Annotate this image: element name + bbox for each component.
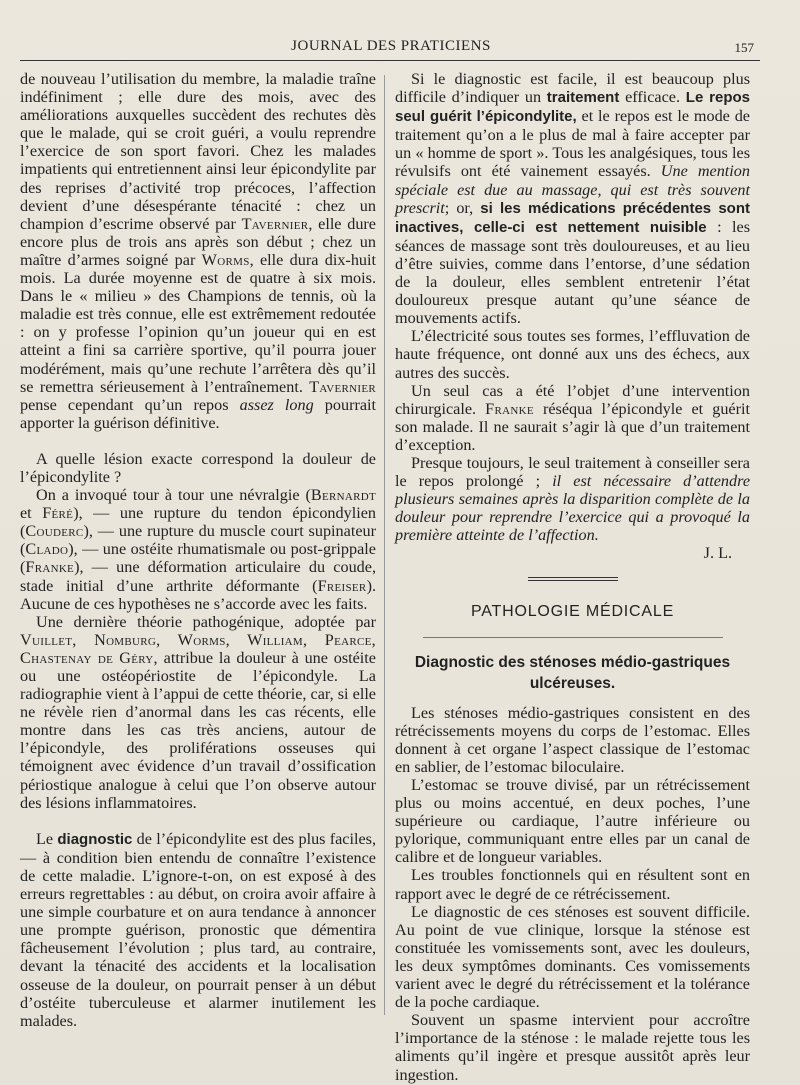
text: , elle dura dix-huit mois. La durée moyenne est de quatre à six mois. Dans le « milieu » des Champions de tennis, où la maladie est très connue, elle est extrêmement redoutée : on y professe l’opinion qu’un joueur qui en est atteint a fini sa carrière sportive, qu’il pourra jouer modérément, mais qu’une rechute l’arrêtera dès qu’il se remettra sérieusement à l’entraînement. [20, 250, 377, 396]
text: , elle dure encore plus de trois ans après son début ; chez un maître d’armes soigné par [20, 214, 376, 269]
text: On a invoqué tour à tour une névralgie ( [36, 486, 311, 505]
paragraph [20, 613, 376, 812]
text: pourrait apporter la guérison définitive. [20, 395, 377, 432]
author-name: Clado [25, 540, 69, 559]
author-name: Bernardt [310, 486, 376, 505]
text: Presque toujours, le seul traitement à conseiller sera le repos prolongé ; [395, 453, 750, 491]
author-name: Tavernier [309, 377, 376, 396]
author-name: Couderc [25, 522, 84, 541]
author-names: Vuillet, Nomburg, Worms, William, Pearce, Chastenay de Géry, [20, 630, 376, 667]
text: : les séances de massage sont très douloureuses, et au lieu d’être suivies, comme dans l’entorse, d’une sédation de la douleur, elles semblent entretenir l’état douloureux presque autant qu’une séance de mouvements actifs. [395, 217, 751, 328]
text: attribue la douleur à une ostéite ou une ostéopériostite de l’épicondyle. La radiographie vient à l’appui de cette théorie, car, si elle ne révèle rien d’anormal dans les cas récents, elle montre dans les cas très anciens, autour de l’épicondyle, des proliférations osseuses qui témoignent avec évidence d’un travail d’ossification périostique analogue à celui que l’on observe autour des lésions inflammatoires. [20, 648, 376, 812]
text: Le [36, 829, 54, 848]
text: ), — une rupture du muscle court supinateur ( [20, 522, 376, 559]
italic-text: assez long [239, 395, 314, 414]
paragraph [20, 486, 376, 613]
paragraph: A quelle lésion exacte correspond la douleur de l’épicondylite ? [20, 449, 376, 486]
page-number: 157 [734, 40, 754, 55]
paragraph [395, 454, 750, 544]
paragraph [20, 70, 376, 432]
paragraph: Le diagnostic de ces sténoses est souvent difficile. Au point de vue clinique, lorsque la sténose est constituée les vomissements sont, avec les douleurs, les deux symptômes dominants. Ces vomissements varient avec le degré du rétrécissement et la tolérance de la poche cardiaque. [395, 902, 750, 1012]
paragraph [395, 70, 750, 327]
spacer [20, 812, 376, 830]
column-divider [384, 75, 385, 1015]
signature: J. L. [703, 544, 732, 563]
author-name: Worms [201, 250, 250, 269]
section-heading: PATHOLOGIE MÉDICALE [470, 602, 675, 620]
article-title: Diagnostic des sténoses médio-gastriques ulcéreuses. [414, 653, 731, 692]
heading-rule [423, 637, 723, 638]
header-rule [20, 60, 760, 61]
page-header [22, 34, 760, 60]
text: Si le diagnostic est facile, il est beaucoup plus difficile d’indiquer un [395, 70, 750, 107]
bold-term: si les médications précédentes sont inactives, celle-ci est nettement nuisible [395, 199, 750, 236]
text: et [20, 504, 32, 523]
paragraph: L’estomac se trouve divisé, par un rétrécissement plus ou moins accentué, en deux poches, l’une supérieure ou cardiaque, l’autre inférieure ou pylorique, communiquant entre elles par un canal de calibre et de longueur variables. [395, 776, 750, 867]
text: ), — une rupture du tendon épicondylien ( [20, 504, 376, 541]
author-name: Franke [485, 399, 534, 418]
text: ), — une déformation articulaire du coude, stade initial d’une arthrite déformante ( [20, 558, 376, 595]
paragraph: Les sténoses médio-gastriques consistent en des rétrécissements moyens du corps de l’estomac. Elles donnent à cet organe l’aspect classique de l’estomac en sablier, de l’estomac biloculaire. [395, 703, 750, 776]
bold-term: Le repos seul guérit l’épicondylite, [395, 89, 751, 126]
journal-title: JOURNAL DES PRATICIENS [291, 38, 491, 54]
left-column [20, 70, 376, 1030]
bold-term: traitement [546, 89, 620, 107]
paragraph: Souvent un spasme intervient pour accroître l’importance de la sténose : le malade rejette tous les aliments qu’il ingère et presque aussitôt après leur ingestion. [395, 1011, 750, 1084]
text: de nouveau l’utilisation du membre, la maladie traîne indéfiniment ; elle dure des mois, avec des améliorations auxquelles succèdent des rechutes dès que le malade, qui se croit guéri, a voulu reprendre l’exercice de son sport favori. Chez les malades impatients qui entretiennent ainsi leur épicondylite par des reprises d’activité trop précoces, l’affection devient d’une désespérante ténacité : chez un champion d’escrime observé par [20, 70, 376, 233]
author-name: Freiser [317, 576, 367, 595]
paragraph: Les troubles fonctionnels qui en résultent sont en rapport avec le degré de ce rétrécissement. [395, 866, 750, 903]
section-separator [528, 577, 618, 581]
text: ). Aucune de ces hypothèses ne s’accorde avec les faits. [20, 576, 376, 613]
italic-text: il est nécessaire d’attendre plusieurs semaines après la disparition complète de la douleur pour reprendre l’exercice qui a provoqué la première atteinte de l’affection. [395, 472, 751, 545]
text: et le repos est le mode de traitement qu’on a le plus de mal à faire accepter par un « homme de sport ». Tous les analgésiques, tous les révulsifs ont été vainement essayés. [395, 107, 750, 181]
text: réséqua l’épicondyle et guérit son malade. Il ne saurait s’agir là que d’un traitement d’exception. [395, 399, 751, 454]
text: Une dernière théorie pathogénique, adoptée par [36, 612, 376, 631]
right-column [395, 70, 750, 1084]
text: pense cependant qu’un repos [20, 395, 229, 414]
paragraph [20, 830, 376, 1030]
author-name: Tavernier [241, 214, 309, 233]
text: efficace. [625, 88, 681, 107]
italic-text: Une mention spéciale est due au massage, qui est très souvent prescrit [395, 162, 750, 217]
bold-term: diagnostic [57, 830, 133, 848]
spacer [20, 432, 376, 450]
author-name: Féré [42, 504, 74, 523]
paragraph: L’électricité sous toutes ses formes, l’effluvation de haute fréquence, ont donné aux uns des échecs, aux autres des succès. [395, 327, 750, 382]
text: de l’épicondylite est des plus faciles, — à condition bien entendu de connaître l’existence de cette maladie. L’ignore-t-on, on est exposé à des erreurs regrettables : au début, on croira avoir affaire à une simple courbature et on aura tendance à annoncer une prompte guérison, pronostic que démentira fâcheusement l’évolution ; plus tard, au contraire, devant la ténacité des accidents et la localisation osseuse de la douleur, on pourrait penser à un début d’ostéite tuberculeuse et alarmer inutilement les malades. [20, 829, 377, 1030]
text: ; or, [444, 198, 474, 217]
text: Un seul cas a été l’objet d’une intervention chirurgicale. [395, 381, 750, 418]
paragraph [395, 382, 750, 454]
text: ), — une ostéite rhumatismale ou post-grippale ( [20, 540, 376, 577]
author-name: Franke [25, 558, 75, 577]
